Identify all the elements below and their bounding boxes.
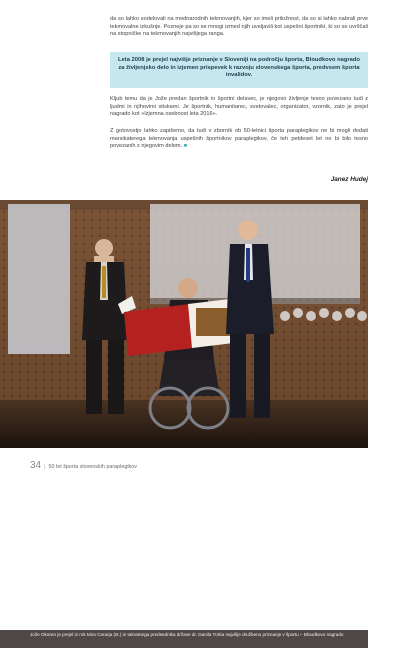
caption-text: Jože Okoren je prejel iz rok Mira Cerarja (st.) in takratnega predsednika države dr. Danila Türka najvišje družbeno priznanje v športu – Bloudkovo nagrado — [30, 632, 344, 637]
closing-paragraph — [110, 128, 368, 151]
photo-caption — [0, 630, 368, 648]
author-signature: Janez Hudej — [330, 176, 368, 183]
end-mark-icon: ■ — [183, 143, 188, 150]
book-title: 50 let športa slovenskih paraplegikov — [48, 464, 137, 470]
highlight-box — [110, 52, 368, 88]
page-footer — [30, 460, 137, 471]
highlight-text: Leta 2008 je prejel najvišje priznanje v Sloveniji na področju športa, Bloudkovo nagrado za življenjsko delo in izjemen prispevek k razvoju slovenskega športa, predvsem športa invalidov. — [118, 57, 360, 79]
footer-separator: | — [44, 464, 46, 470]
body-paragraph: Kljub temu da je Jože predan športnik in športni delavec, je njegovo življenje tesno povezano tudi z ljudmi in njihovimi stiskami. Je športnik, humanitarec, svetovalec, organizator, vzornik, zato je prejel nagrado kot »Izjemna osebnost leta 2016«. — [110, 96, 368, 118]
intro-paragraph: da so lahko sodelovali na mednarodnih tekmovanjih, kjer so imeli priložnost, da so si lahko nabrali prve tekmovalne izkušnje. Pozneje pa so se mnogi izmed njih uveljavili kot uspešni športniki, ki so se uvrščali na stopničke na tekmovanjih najvišjega ranga. — [110, 16, 368, 38]
closing-text: Z gotovostjo lahko zapišemo, da tudi v zborník ob 50-letnici športa paraplegikov ne bi mogli dodati marsikaterega tekmovanja uspešnih športnikov paraplegikov, če teh petdeset let ne bi bilo tesno povezanih z njegovim delom. — [110, 128, 368, 150]
page-number: 34 — [30, 460, 42, 471]
award-ceremony-image — [0, 200, 368, 448]
